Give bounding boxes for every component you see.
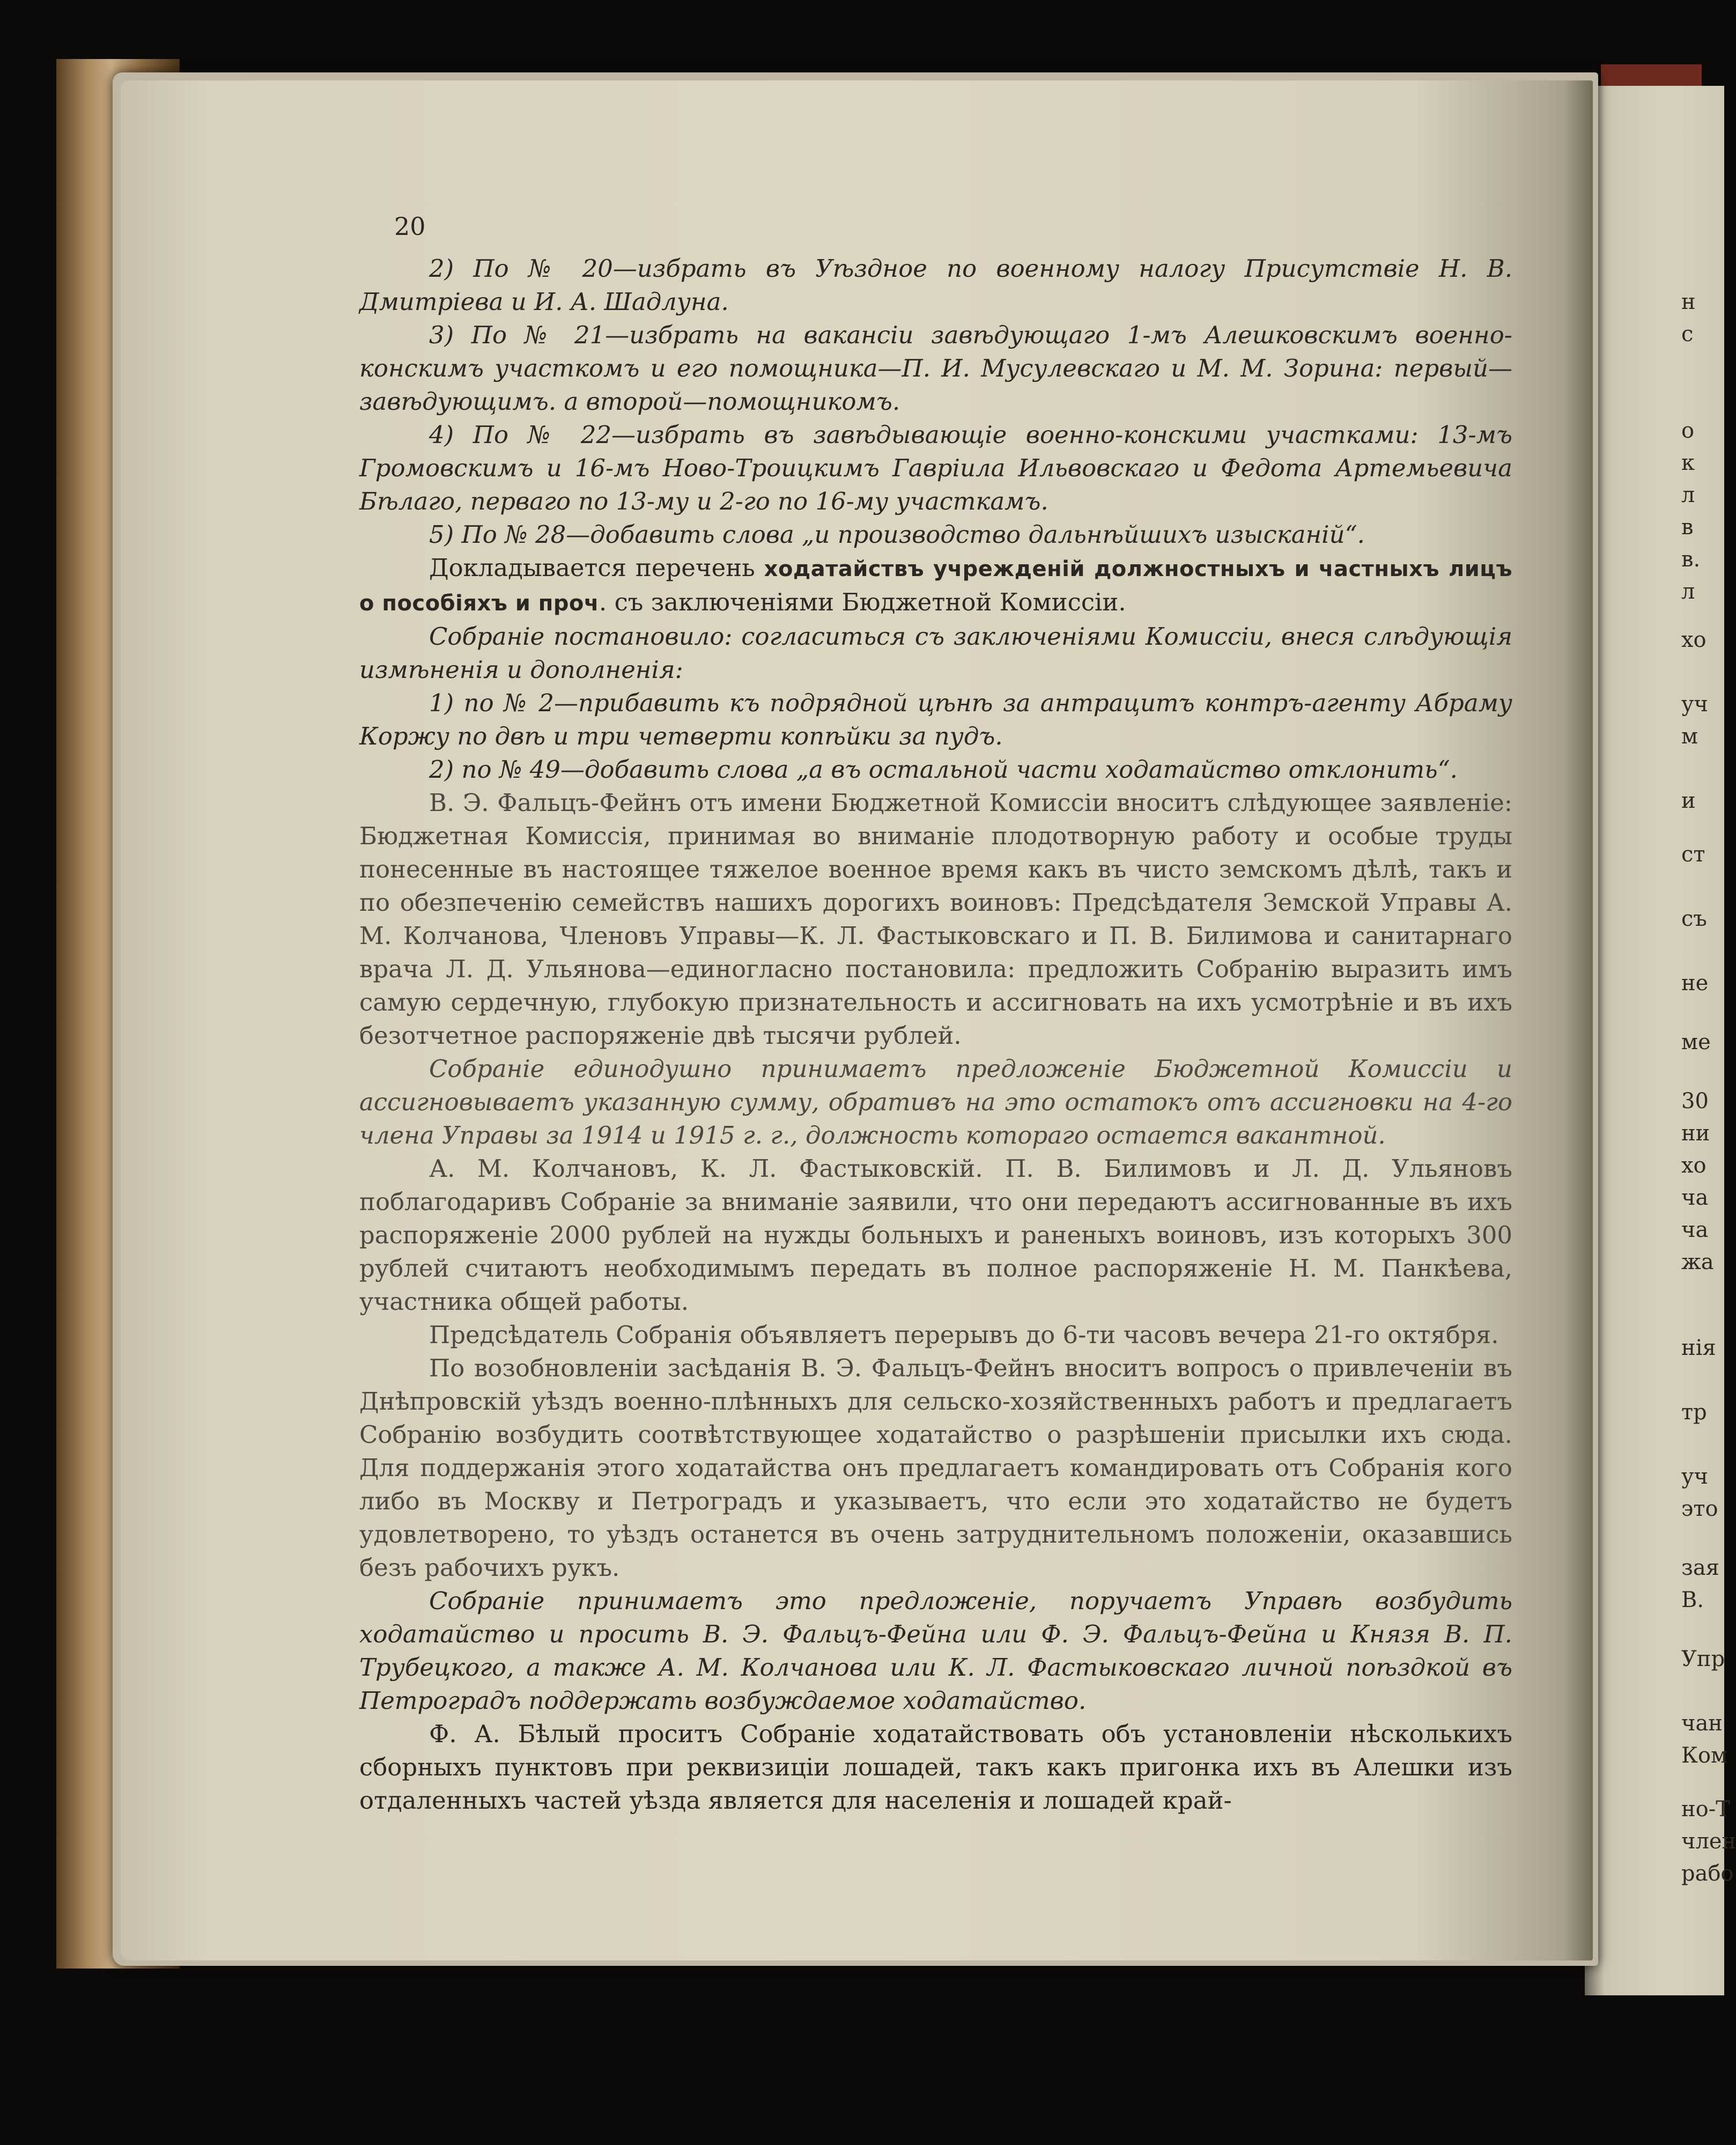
next-page-fragment: с	[1681, 322, 1694, 347]
report-tail: . съ заключеніями Бюджетной Комиссіи.	[599, 588, 1126, 616]
next-page-fragment: чан	[1681, 1711, 1723, 1736]
next-page-fragment: к	[1681, 451, 1695, 475]
resume-paragraph: По возобновленіи засѣданія В. Э. Фальцъ-Фейнъ вноситъ вопросъ о привлеченіи въ Днѣпровскій уѣздъ военно-плѣнныхъ для сельско-хозяйственныхъ работъ и предлагаетъ Собранію возбудить соотвѣтствующее ходатайство о разрѣшеніи присылки ихъ сюда. Для поддержанія этого ходатайства онъ предлагаетъ командировать отъ Собранія кого либо въ Москву и Петроградъ и указываетъ, что если это ходатайство не будетъ удовлетворено, то уѣздъ останется въ очень затруднительномъ положеніи, оказавшись безъ рабочихъ рукъ.	[359, 1354, 1512, 1582]
next-page-fragment: съ	[1681, 906, 1707, 931]
next-page-fragment: зая	[1681, 1556, 1719, 1580]
next-page-fragment: хо	[1681, 628, 1707, 652]
thanks-paragraph: А. М. Колчановъ, К. Л. Фастыковскій. П. В. Билимовъ и Л. Д. Ульяновъ поблагодаривъ Собраніе за вниманіе заявили, что они передаютъ ассигнованные въ ихъ распоряженіе 2000 рублей на нужды больныхъ и раненыхъ воиновъ, изъ которыхъ 300 рублей считаютъ необходимымъ передать въ полное распоряженіе Н. М. Панкѣева, участника общей работы.	[359, 1154, 1512, 1316]
next-page-fragment: в	[1681, 515, 1694, 540]
next-page-fragment: Упр	[1681, 1647, 1725, 1671]
next-page-fragment: нія	[1681, 1336, 1716, 1360]
next-page-fragment: член	[1681, 1829, 1736, 1854]
amendment-item: 2) по № 49—добавить слова „а въ остальной части ходатайство отклонить“.	[429, 755, 1458, 784]
page-text	[359, 252, 1512, 1817]
next-page-fragment: и	[1681, 788, 1696, 813]
last-paragraph: Ф. А. Бѣлый проситъ Собраніе ходатайствовать объ установленіи нѣсколькихъ сборныхъ пунктовъ при реквизиціи лошадей, такъ какъ пригонка ихъ въ Алешки изъ отдаленныхъ частей уѣзда является для населенія и лошадей край-	[359, 1720, 1512, 1815]
next-page-fragment: ча	[1681, 1185, 1709, 1210]
page-number: 20	[394, 212, 426, 241]
report-paragraph	[359, 551, 1512, 620]
decision-paragraph: Собраніе принимаетъ это предложеніе, поручаетъ Управѣ возбудить ходатайство и просить В. Э. Фальцъ-Фейна или Ф. Э. Фальцъ-Фейна и Князя В. П. Трубецкого, а также А. М. Колчанова или К. Л. Фастыковскаго личной поѣздкой въ Петроградъ поддержать возбуждаемое ходатайство.	[359, 1587, 1512, 1715]
next-page-fragment: н	[1681, 290, 1696, 314]
next-page-fragment: жа	[1681, 1250, 1714, 1274]
amendment-item: 1) по № 2—прибавить къ подрядной цѣнѣ за антрацитъ контръ-агенту Абраму Коржу по двѣ и три четверти копѣйки за пудъ.	[359, 689, 1512, 750]
report-bold: ходатайствъ учрежденій должностныхъ и частныхъ лицъ о пособіяхъ и проч	[359, 557, 1513, 616]
next-page-fragment: л	[1681, 579, 1695, 604]
resolution-item: 2) По № 20—избрать въ Уѣздное по военному налогу Присутствіе Н. В. Дмитріева и И. А. Шадлуна.	[359, 254, 1512, 316]
next-page-fragment: ни	[1681, 1121, 1710, 1146]
next-page-fragment: В.	[1681, 1588, 1704, 1612]
next-page-fragment: ст	[1681, 842, 1705, 867]
next-page-fragment: это	[1681, 1497, 1718, 1521]
next-page-fragment: м	[1681, 724, 1698, 749]
next-page-fragment: рабо	[1681, 1861, 1734, 1886]
next-page-fragment: л	[1681, 483, 1695, 507]
statement-paragraph: В. Э. Фальцъ-Фейнъ отъ имени Бюджетной Комиссіи вноситъ слѣдующее заявленіе: Бюджетная Комиссія, принимая во вниманіе плодотворную работу и особые труды понесенные въ настоящее тяжелое военное время какъ въ чисто земскомъ дѣлѣ, такъ и по обезпеченію семействъ нашихъ дорогихъ воиновъ: Предсѣдателя Земской Управы А. М. Колчанова, Членовъ Управы—К. Л. Фастыковскаго и П. В. Билимова и санитарнаго врача Л. Д. Ульянова—единогласно постановила: предложить Собранію выразить имъ самую сердечную, глубокую признательность и ассигновать на ихъ усмотрѣніе и въ ихъ безотчетное распоряженіе двѣ тысячи рублей.	[359, 788, 1512, 1050]
resolution-item: 5) По № 28—добавить слова „и производство дальнѣйшихъ изысканій“.	[429, 520, 1365, 549]
break-paragraph: Предсѣдатель Собранія объявляетъ перерывъ до 6-ти часовъ вечера 21-го октября.	[429, 1321, 1499, 1349]
next-page-fragment: уч	[1681, 1464, 1708, 1489]
next-page-fragment: о	[1681, 418, 1695, 443]
next-page-fragment: ме	[1681, 1030, 1711, 1055]
next-page-fragment: но-Т	[1681, 1797, 1730, 1822]
report-lead: Докладывается перечень	[429, 554, 755, 582]
next-page-fragment: не	[1681, 971, 1709, 996]
next-page-fragment: уч	[1681, 692, 1708, 717]
next-page-fragment: ча	[1681, 1218, 1709, 1242]
next-page-fragment: в.	[1681, 547, 1701, 572]
resolution-item: 4) По № 22—избрать въ завѣдывающіе военно-конскими участками: 13-мъ Громовскимъ и 16-мъ Ново-Троицкимъ Гавріила Ильвовскаго и Федота Артемьевича Бѣлаго, перваго по 13-му и 2-го по 16-му участкамъ.	[359, 421, 1512, 515]
next-page-fragment: 30	[1681, 1089, 1709, 1114]
next-page-fragment: хо	[1681, 1153, 1707, 1178]
resolution-item: 3) По № 21—избрать на вакансіи завѣдующаго 1-мъ Алешковскимъ военно-конскимъ участкомъ и его помощника—П. И. Мусулевскаго и М. М. Зорина: первый—завѣдующимъ. а второй—помощникомъ.	[359, 321, 1512, 416]
decision-paragraph: Собраніе постановило: согласиться съ заключеніями Комиссіи, внеся слѣдующія измѣненія и дополненія:	[359, 622, 1512, 684]
decision-paragraph: Собраніе единодушно принимаетъ предложеніе Бюджетной Комиссіи и ассигновываетъ указанную сумму, обративъ на это остатокъ отъ ассигновки на 4-го члена Управы за 1914 и 1915 г. г., должность котораго остается вакантной.	[359, 1055, 1512, 1149]
next-page-fragment: тр	[1681, 1400, 1707, 1425]
next-page-fragment: Ком	[1681, 1743, 1728, 1768]
